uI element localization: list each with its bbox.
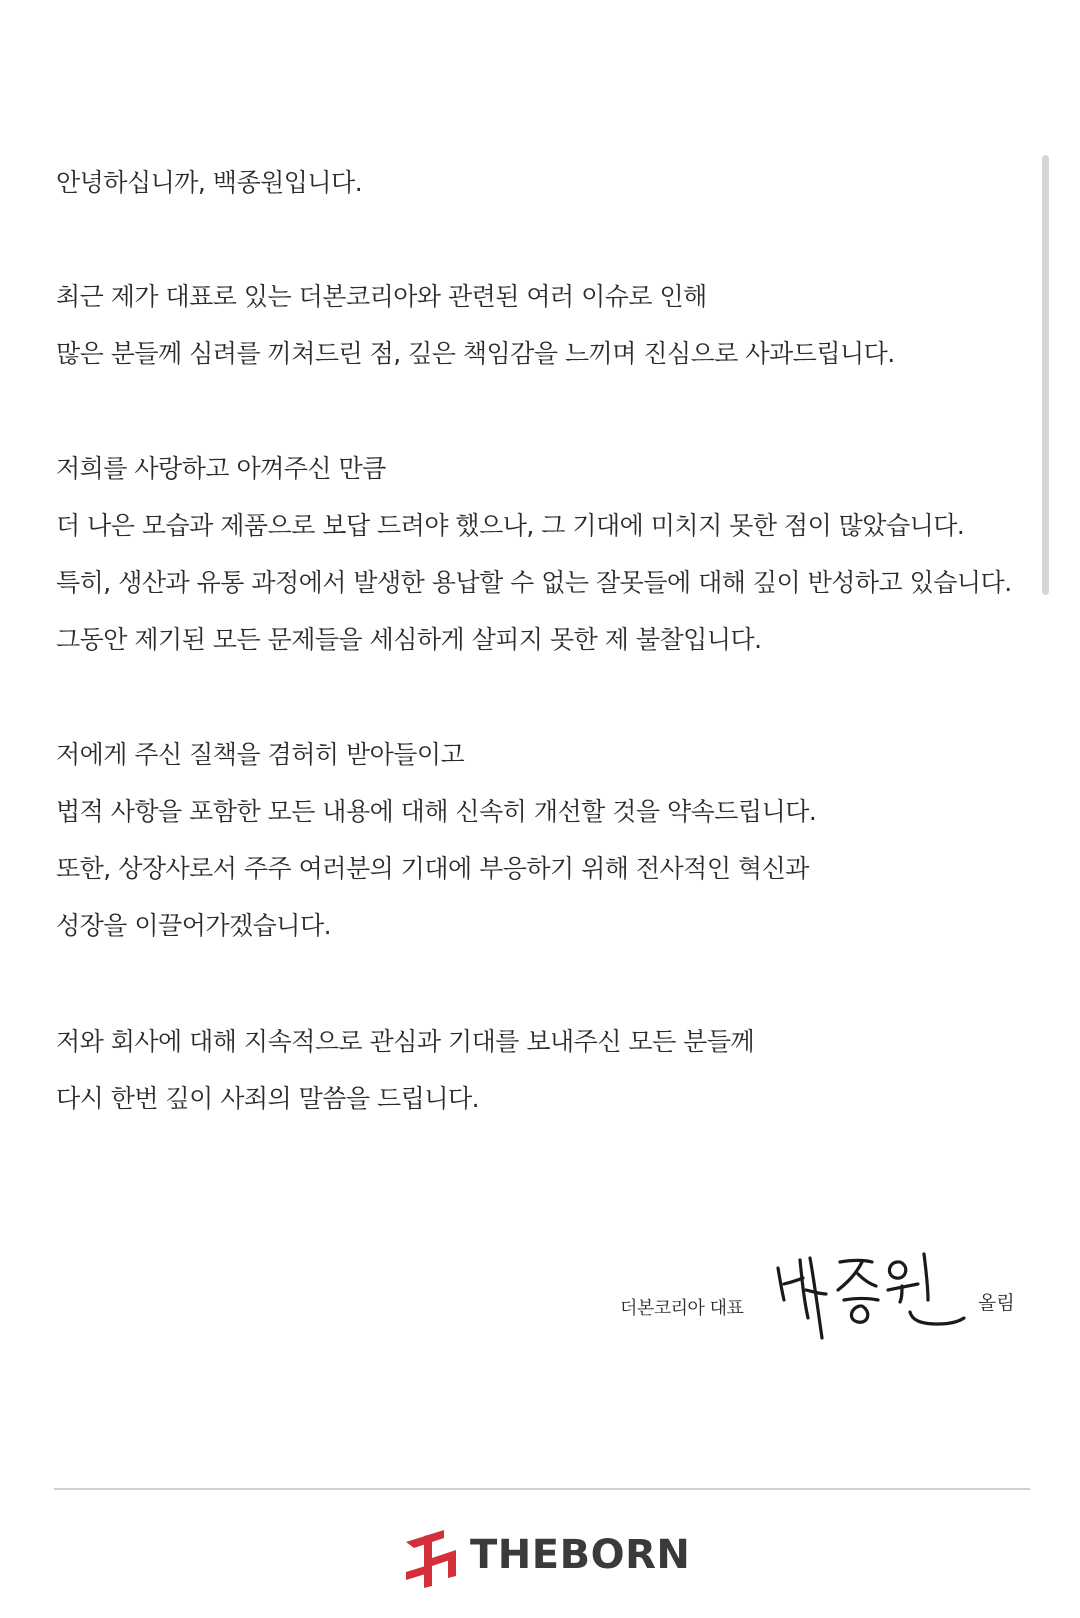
paragraph-1-line-1: 최근 제가 대표로 있는 더본코리아와 관련된 여러 이슈로 인해 xyxy=(56,282,707,311)
theborn-logo-text: THEBORN xyxy=(470,1532,691,1578)
signature-block xyxy=(620,1240,1040,1350)
paragraph-3-line-4: 성장을 이끌어가겠습니다. xyxy=(56,911,332,940)
paragraph-2-line-3: 특히, 생산과 유통 과정에서 발생한 용납할 수 없는 잘못들에 대해 깊이 반성하고 있습니다. xyxy=(56,568,1012,597)
vertical-scrollbar[interactable] xyxy=(1042,155,1049,595)
theborn-logo-mark-icon xyxy=(404,1528,462,1590)
signature-title: 더본코리아 대표 xyxy=(620,1298,744,1319)
paragraph-4-line-2: 다시 한번 깊이 사죄의 말씀을 드립니다. xyxy=(56,1084,480,1113)
paragraph-2-line-1: 저희를 사랑하고 아껴주신 만큼 xyxy=(56,454,386,483)
paragraph-1-line-2: 많은 분들께 심려를 끼쳐드린 점, 깊은 책임감을 느끼며 진심으로 사과드립니다. xyxy=(56,339,895,368)
paragraph-3-line-2: 법적 사항을 포함한 모든 내용에 대해 신속히 개선할 것을 약속드립니다. xyxy=(56,797,817,826)
footer-divider xyxy=(54,1488,1030,1490)
paragraph-2-line-4: 그동안 제기된 모든 문제들을 세심하게 살피지 못한 제 불찰입니다. xyxy=(56,625,762,654)
greeting-line: 안녕하십니까, 백종원입니다. xyxy=(56,168,363,197)
paragraph-3-line-1: 저에게 주신 질책을 겸허히 받아들이고 xyxy=(56,740,465,769)
theborn-logo xyxy=(404,1528,694,1592)
paragraph-4-line-1: 저와 회사에 대해 지속적으로 관심과 기대를 보내주신 모든 분들께 xyxy=(56,1027,755,1056)
handwritten-signature xyxy=(770,1240,980,1350)
signature-closing: 올림 xyxy=(978,1292,1015,1314)
paragraph-2-line-2: 더 나은 모습과 제품으로 보답 드려야 했으나, 그 기대에 미치지 못한 점이 많았습니다. xyxy=(56,511,965,540)
paragraph-3-line-3: 또한, 상장사로서 주주 여러분의 기대에 부응하기 위해 전사적인 혁신과 xyxy=(56,854,809,883)
